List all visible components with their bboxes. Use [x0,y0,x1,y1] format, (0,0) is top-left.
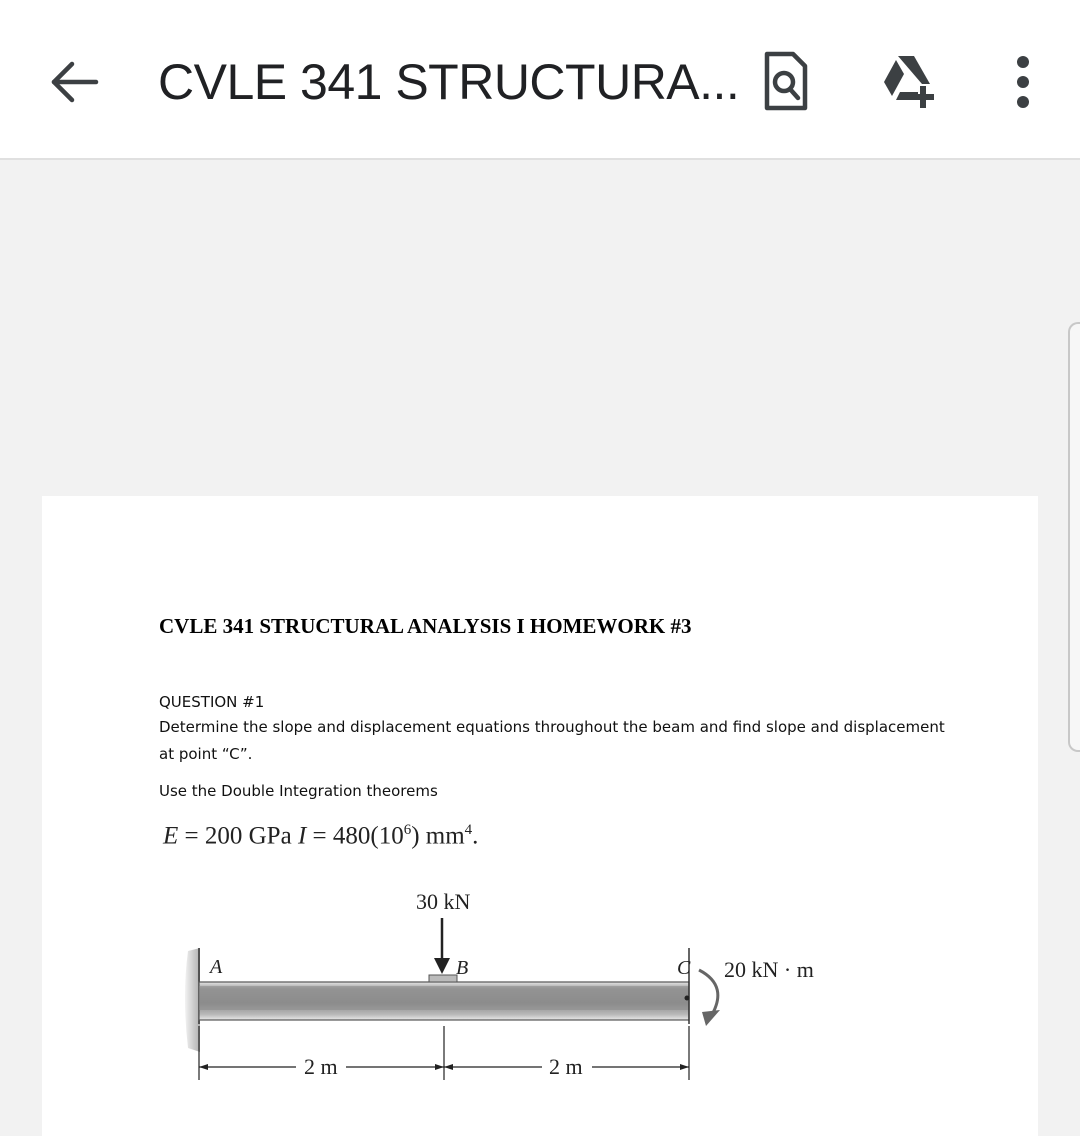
load-arrow-head [434,958,450,974]
dim-arrow-c [680,1064,689,1070]
method-text: Use the Double Integration theorems [159,782,438,800]
e-value: = 200 GPa [178,822,298,850]
i-unit: ) mm [411,822,465,850]
load-label: 30 kN [416,889,471,914]
fixed-support [185,948,200,1052]
point-c-label: C [677,957,691,979]
i-value: = 480(10 [306,822,404,850]
arrow-left-icon [44,52,104,112]
span-2-label: 2 m [549,1054,583,1079]
question-label: QUESTION #1 [159,693,265,711]
i-exponent: 6 [403,822,412,838]
app-bar [0,0,1080,160]
beam-diagram [42,496,1038,1111]
dim-arrow-a [199,1064,208,1070]
moment-label: 20 kN · m [724,957,814,982]
properties-end: . [472,822,479,850]
load-plate [429,975,457,982]
i-symbol: I [297,822,307,850]
i-unit-exponent: 4 [464,822,473,838]
add-to-drive-button[interactable] [878,50,944,112]
e-symbol: E [163,822,179,850]
moment-arrow-head [702,1010,720,1026]
more-options-button[interactable] [1005,54,1041,110]
dim-arrow-b-right [444,1064,453,1070]
document-title: CVLE 341 STRUCTURA... [158,54,740,110]
span-1-label: 2 m [304,1054,338,1079]
beam-face [199,986,689,1010]
dim-arrow-b-left [435,1064,444,1070]
find-in-page-icon [755,50,815,112]
point-c-dot [685,996,690,1001]
add-to-drive-icon [878,50,944,112]
point-a-label: A [210,956,223,978]
scrollbar-handle[interactable] [1068,322,1080,752]
document-page [42,496,1038,1136]
find-in-page-button[interactable] [755,50,815,112]
question-text: Determine the slope and displacement equations throughout the beam and find slope and displacement at point “C”. [159,718,945,763]
more-vertical-icon [1005,54,1041,110]
back-button[interactable] [44,52,104,112]
homework-title: CVLE 341 STRUCTURAL ANALYSIS I HOMEWORK #3 [159,614,692,638]
point-b-label: B [456,957,469,979]
